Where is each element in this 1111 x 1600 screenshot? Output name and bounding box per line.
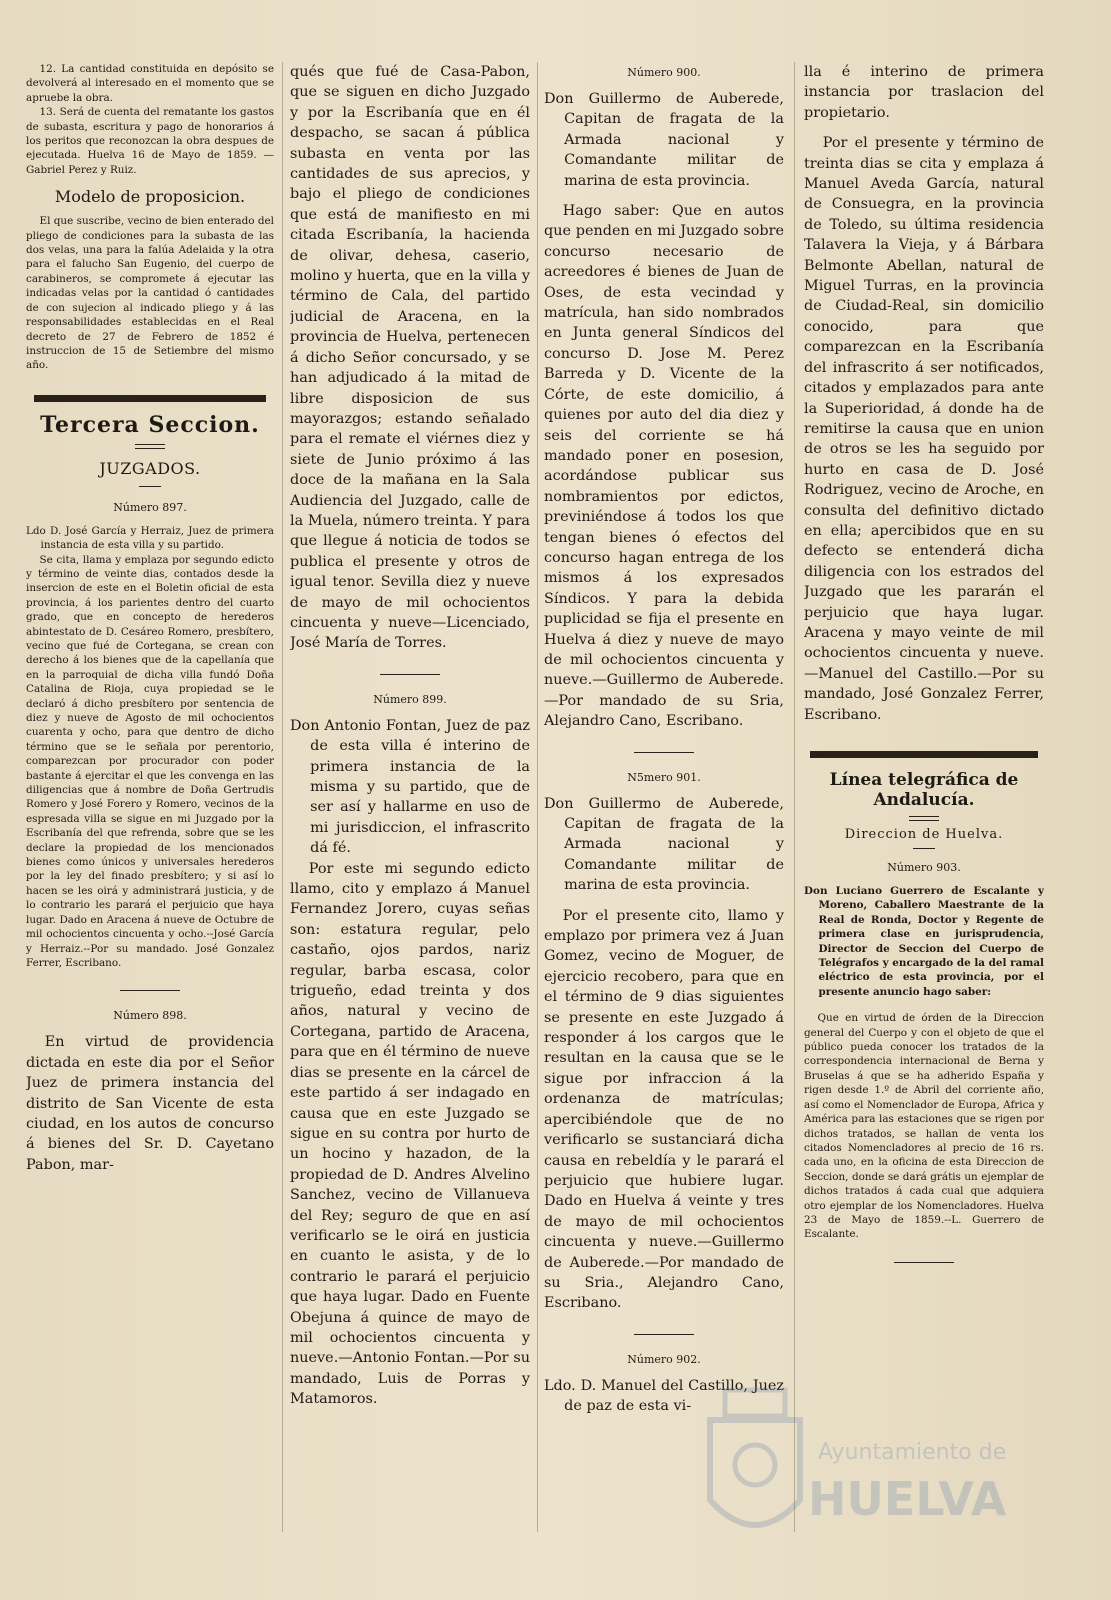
notice-903-heading: Don Luciano Guerrero de Escalante y Moreno, Caballero Maestrante de la Real de Ronda, Doctor y Regente de primera clase en jurisprudencia, Director de Seccion del Cuerpo de Telégrafos y encargado de la del ramal eléctrico de esta provincia, por el presente anuncio hago saber: xyxy=(804,885,1044,998)
telegraph-title: Línea telegráfica de Andalucía. xyxy=(829,770,1019,810)
notice-number-900: Número 900. xyxy=(627,66,701,79)
notice-number-899: Número 899. xyxy=(373,692,447,706)
notice-902-heading: Ldo. D. Manuel del Castillo, Juez de paz de esta vi- xyxy=(544,1377,784,1415)
column-3 xyxy=(544,62,784,1580)
model-heading: Modelo de proposicion. xyxy=(54,187,246,207)
notice-903-body: Que en virtud de órden de la Direccion general del Cuerpo y con el objeto de que el público pueda conocer los tratados de la correspondencia internacional de Berna y Bruselas á que se ha adherido España y rigen desde 1.º de Abril del corriente año, así como el Nomenclador de Europa, Africa y América para las estaciones que se rigen por dichos tratados, se hallan de venta los citados Nomencladores al precio de 16 rs. cada uno, en la oficina de esta Direccion de Seccion, donde se dará grátis un ejemplar de dichos tratados á cada cual que adquiera otro ejemplar de los Nomencladores. Huelva 23 de Mayo de 1859.--L. Guerrero de Escalante. xyxy=(804,1012,1044,1241)
clause-12: 12. La cantidad constituida en depósito se devolverá al interesado en el momento que se apruebe la obra. xyxy=(26,63,274,104)
separator-rule xyxy=(894,1262,954,1263)
notice-900-heading: Don Guillermo de Auberede, Capitan de fragata de la Armada nacional y Comandante militar de marina de esta provincia. xyxy=(544,91,784,189)
short-rule xyxy=(913,848,935,849)
watermark-line-1: Ayuntamiento de xyxy=(818,1440,1007,1465)
separator-rule xyxy=(634,1334,694,1335)
column-divider xyxy=(794,62,795,1532)
separator-rule xyxy=(380,674,440,675)
column-1 xyxy=(26,62,274,1580)
double-rule xyxy=(135,444,165,449)
notice-number-897: Número 897. xyxy=(113,500,187,514)
column-2 xyxy=(290,62,530,1580)
notice-898-body: En virtud de providencia dictada en este dia por el Señor Juez de primera instancia del distrito de San Vicente de esta ciudad, en los autos de concurso á bienes del Sr. D. Cayetano Pabon, mar- xyxy=(26,1034,274,1173)
notice-902-continuation: lla é interino de primera instancia por traslacion del propietario. xyxy=(804,64,1044,121)
double-rule xyxy=(909,816,939,821)
notice-901-heading: Don Guillermo de Auberede, Capitan de fragata de la Armada nacional y Comandante militar de marina de esta provincia. xyxy=(544,795,784,894)
notice-899-body: Por este mi segundo edicto llamo, cito y emplazo á Manuel Fernandez Jorero, cuyas señas son: estatura regular, pelo castaño, ojos pardos, nariz regular, barba escasa, color trigueño, edad treinta y dos años, natural y vecino de Cortegana, partido de Aracena, para que en él término de nueve dias se presente en la cárcel de este partido á ser indagado en causa que en este Juzgado se sigue en su contra por hurto de un hocino y hazadon, de la propiedad de D. Andres Alvelino Sanchez, vecino de Villanueva del Rey; seguro de que en así verificarlo se le oirá en justicia en cuanto le asista, y de lo contrario le parará el perjuicio que haya lugar. Dado en Fuente Obejuna á quince de mayo de mil ochocientos cincuenta y nueve.—Antonio Fontan.—Por su mandado, Luis de Porras y Matamoros. xyxy=(290,860,530,1408)
notice-897-body: Se cita, llama y emplaza por segundo edicto y término de veinte dias, contados desde la insercion de este en el Boletin oficial de esta provincia, á los parientes dentro del cuarto grado, que en concepto de herederos abintestato de D. Cesáreo Romero, presbítero, vecino que fué de Cortegana, se crean con derecho á los bienes que de la capellanía que en la parroquial de dicha villa fundó Doña Catalina de Rioja, cuya propiedad se le declaró á dicho presbítero por sentencia de diez y nueve de Agosto de mil ochocientos cuarenta y ocho, para que dentro de dicho término que se le señala por perentorio, comparezcan por procurador con poder bastante á ejercitar el que les convenga en las diligencias que á nombre de Doña Gertrudis Romero y José Forero y Romero, vecinos de la espresada villa se sigue en mi Juzgado por la Escribanía del que refrenda, sobre que se les declare la propiedad de los mencionados bienes como únicos y universales herederos por la ley del finado presbítero; y si así lo hacen se les oirá y administrará justicia, y de lo contrario les parará el perjuicio que haya lugar. Dado en Aracena á nueve de Octubre de mil ochocientos cincuenta y ocho.--José García y Herraiz.--Por su mandado. José Gonzalez Ferrer, Escribano. xyxy=(26,553,274,969)
notice-900-body: Hago saber: Que en autos que penden en mi Juzgado sobre concurso necesario de acreedores é bienes de Juan de Oses, de esta vecindad y matrícula, han sido nombrados en Junta general Síndicos del concurso D. Jose M. Perez Barreda y D. Vicente de la Córte, de este domicilio, á quienes por auto del dia diez y seis del corriente se há mandado poner en posesion, acordándose publicar sus nombramientos por edictos, previniéndose á todos los que tengan bienes ó efectos del concurso hagan entrega de los mismos á los expresados Síndicos. Y para la debida puplicidad se fija el presente en Huelva á diez y nueve de mayo de mil ochocientos cincuenta y nueve.—Guillermo de Auberede.—Por mandado de su Sria, Alejandro Cano, Escribano. xyxy=(544,203,784,730)
watermark xyxy=(700,1380,1030,1580)
separator-rule xyxy=(634,752,694,753)
separator-rule xyxy=(120,990,180,991)
notice-898-continuation: qués que fué de Casa-Pabon, que se siguen en dicho Juzgado y por la Escribanía que en él despacho, se sacan á pública subasta en venta por las cantidades de sus aprecios, y bajo el pliego de condiciones que está de manifiesto en mi citada Escribanía, la hacienda de olivar, dehesa, caserio, molino y huerta, que en la villa y término de Cala, del partido judicial de Aracena, en la provincia de Huelva, pertenecen á dicho Señor concursado, y se han adjudicado á la mitad de libre disposicion de sus mayorazgos; estando señalado para el remate el viérnes diez y siete de Junio próximo á las doce de la mañana en la Sala Audiencia del Juzgado, calle de la Muela, número treinta. Y para que llegue á noticia de todos se publica el presente y otros de igual tenor. Sevilla diez y nueve de mayo de mil ochocientos cincuenta y nueve—Licenciado, José María de Torres. xyxy=(290,64,530,652)
column-divider xyxy=(282,62,283,1532)
watermark-line-2: HUELVA xyxy=(808,1472,1007,1526)
notice-899-heading: Don Antonio Fontan, Juez de paz de esta villa é interino de primera instancia de la misma y su partido, que de ser así y hallarme en uso de mi jurisdiccion, el infrascrito dá fé. xyxy=(290,717,530,857)
section-rule xyxy=(810,751,1038,758)
short-rule xyxy=(139,486,161,487)
clause-13: 13. Será de cuenta del rematante los gastos de subasta, escritura y pago de honorarios á los peritos que reconozcan la obra despues de ejecutada. Huelva 16 de Mayo de 1859. —Gabriel Perez y Ruiz. xyxy=(26,106,274,176)
notice-901-body: Por el presente cito, llamo y emplazo por primera vez á Juan Gomez, vecino de Moguer, de ejercicio recobero, para que en el término de 9 dias siguientes se presente en este Juzgado á responder á los cargos que le resultan en la causa que se le sigue por infraccion á la ordenanza de matrículas; apercibiéndole que de no verificarlo se sustanciará dicha causa en rebeldía y le parará el perjuicio que hubiere lugar. Dado en Huelva á veinte y tres de mayo de mil ochocientos cincuenta y nueve.—Guillermo de Auberede.—Por mandado de su Sria., Alejandro Cano, Escribano. xyxy=(544,907,784,1312)
notice-902-body: Por el presente y término de treinta dias se cita y emplaza á Manuel Aveda García, natural de Consuegra, en la provincia de Toledo, su última residencia Talavera la Vieja, y á Bárbara Belmonte Abellan, natural de Miguel Turras, en la provincia de Ciudad-Real, sin domicilio conocido, para que comparezcan en la Escribanía del infrascrito á ser notificados, citados y emplazados para ante la Superioridad, á donde ha de remitirse la causa que en union de otros se les ha seguido por hurto en casa de D. José Rodriguez, vecino de Aroche, en consulta del definitivo dictado en ella; apercibidos que en su defecto se entenderá dicha diligencia con los estrados del Juzgado que les pararán el perjuicio que haya lugar. Aracena y mayo veinte de mil ochocientos cincuenta y nueve.—Manuel del Castillo.—Por su mandado, José Gonzalez Ferrer, Escribano. xyxy=(804,135,1044,723)
model-body: El que suscribe, vecino de bien enterado del pliego de condiciones para la subasta de las dos velas, una para la falúa Adelaida y la otra para el falucho San Eugenio, del cuerpo de carabineros, se compromete á ejecutar las indicadas velas por la cantidad ó cantidades de con sujecion al indicado pliego y á las responsabilidades establecidas en el Real decreto de 27 de Febrero de 1852 é instruccion de 15 de Setiembre del mismo año. xyxy=(26,215,274,372)
notice-number-901: N5mero 901. xyxy=(627,770,701,784)
section-rule xyxy=(34,395,266,402)
column-divider xyxy=(537,62,538,1532)
section-title: Tercera Seccion. xyxy=(40,411,260,438)
section-subtitle: JUZGADOS. xyxy=(99,458,201,478)
notice-number-898: Número 898. xyxy=(113,1009,187,1023)
notice-number-903: Número 903. xyxy=(887,861,961,874)
notice-number-902: Número 902. xyxy=(627,1352,701,1366)
coat-of-arms-icon xyxy=(700,1380,810,1550)
notice-897-heading: Ldo D. José García y Herraiz, Juez de primera instancia de esta villa y su partido. xyxy=(26,524,274,552)
telegraph-subtitle: Direccion de Huelva. xyxy=(844,827,1004,842)
column-4 xyxy=(804,62,1044,1580)
